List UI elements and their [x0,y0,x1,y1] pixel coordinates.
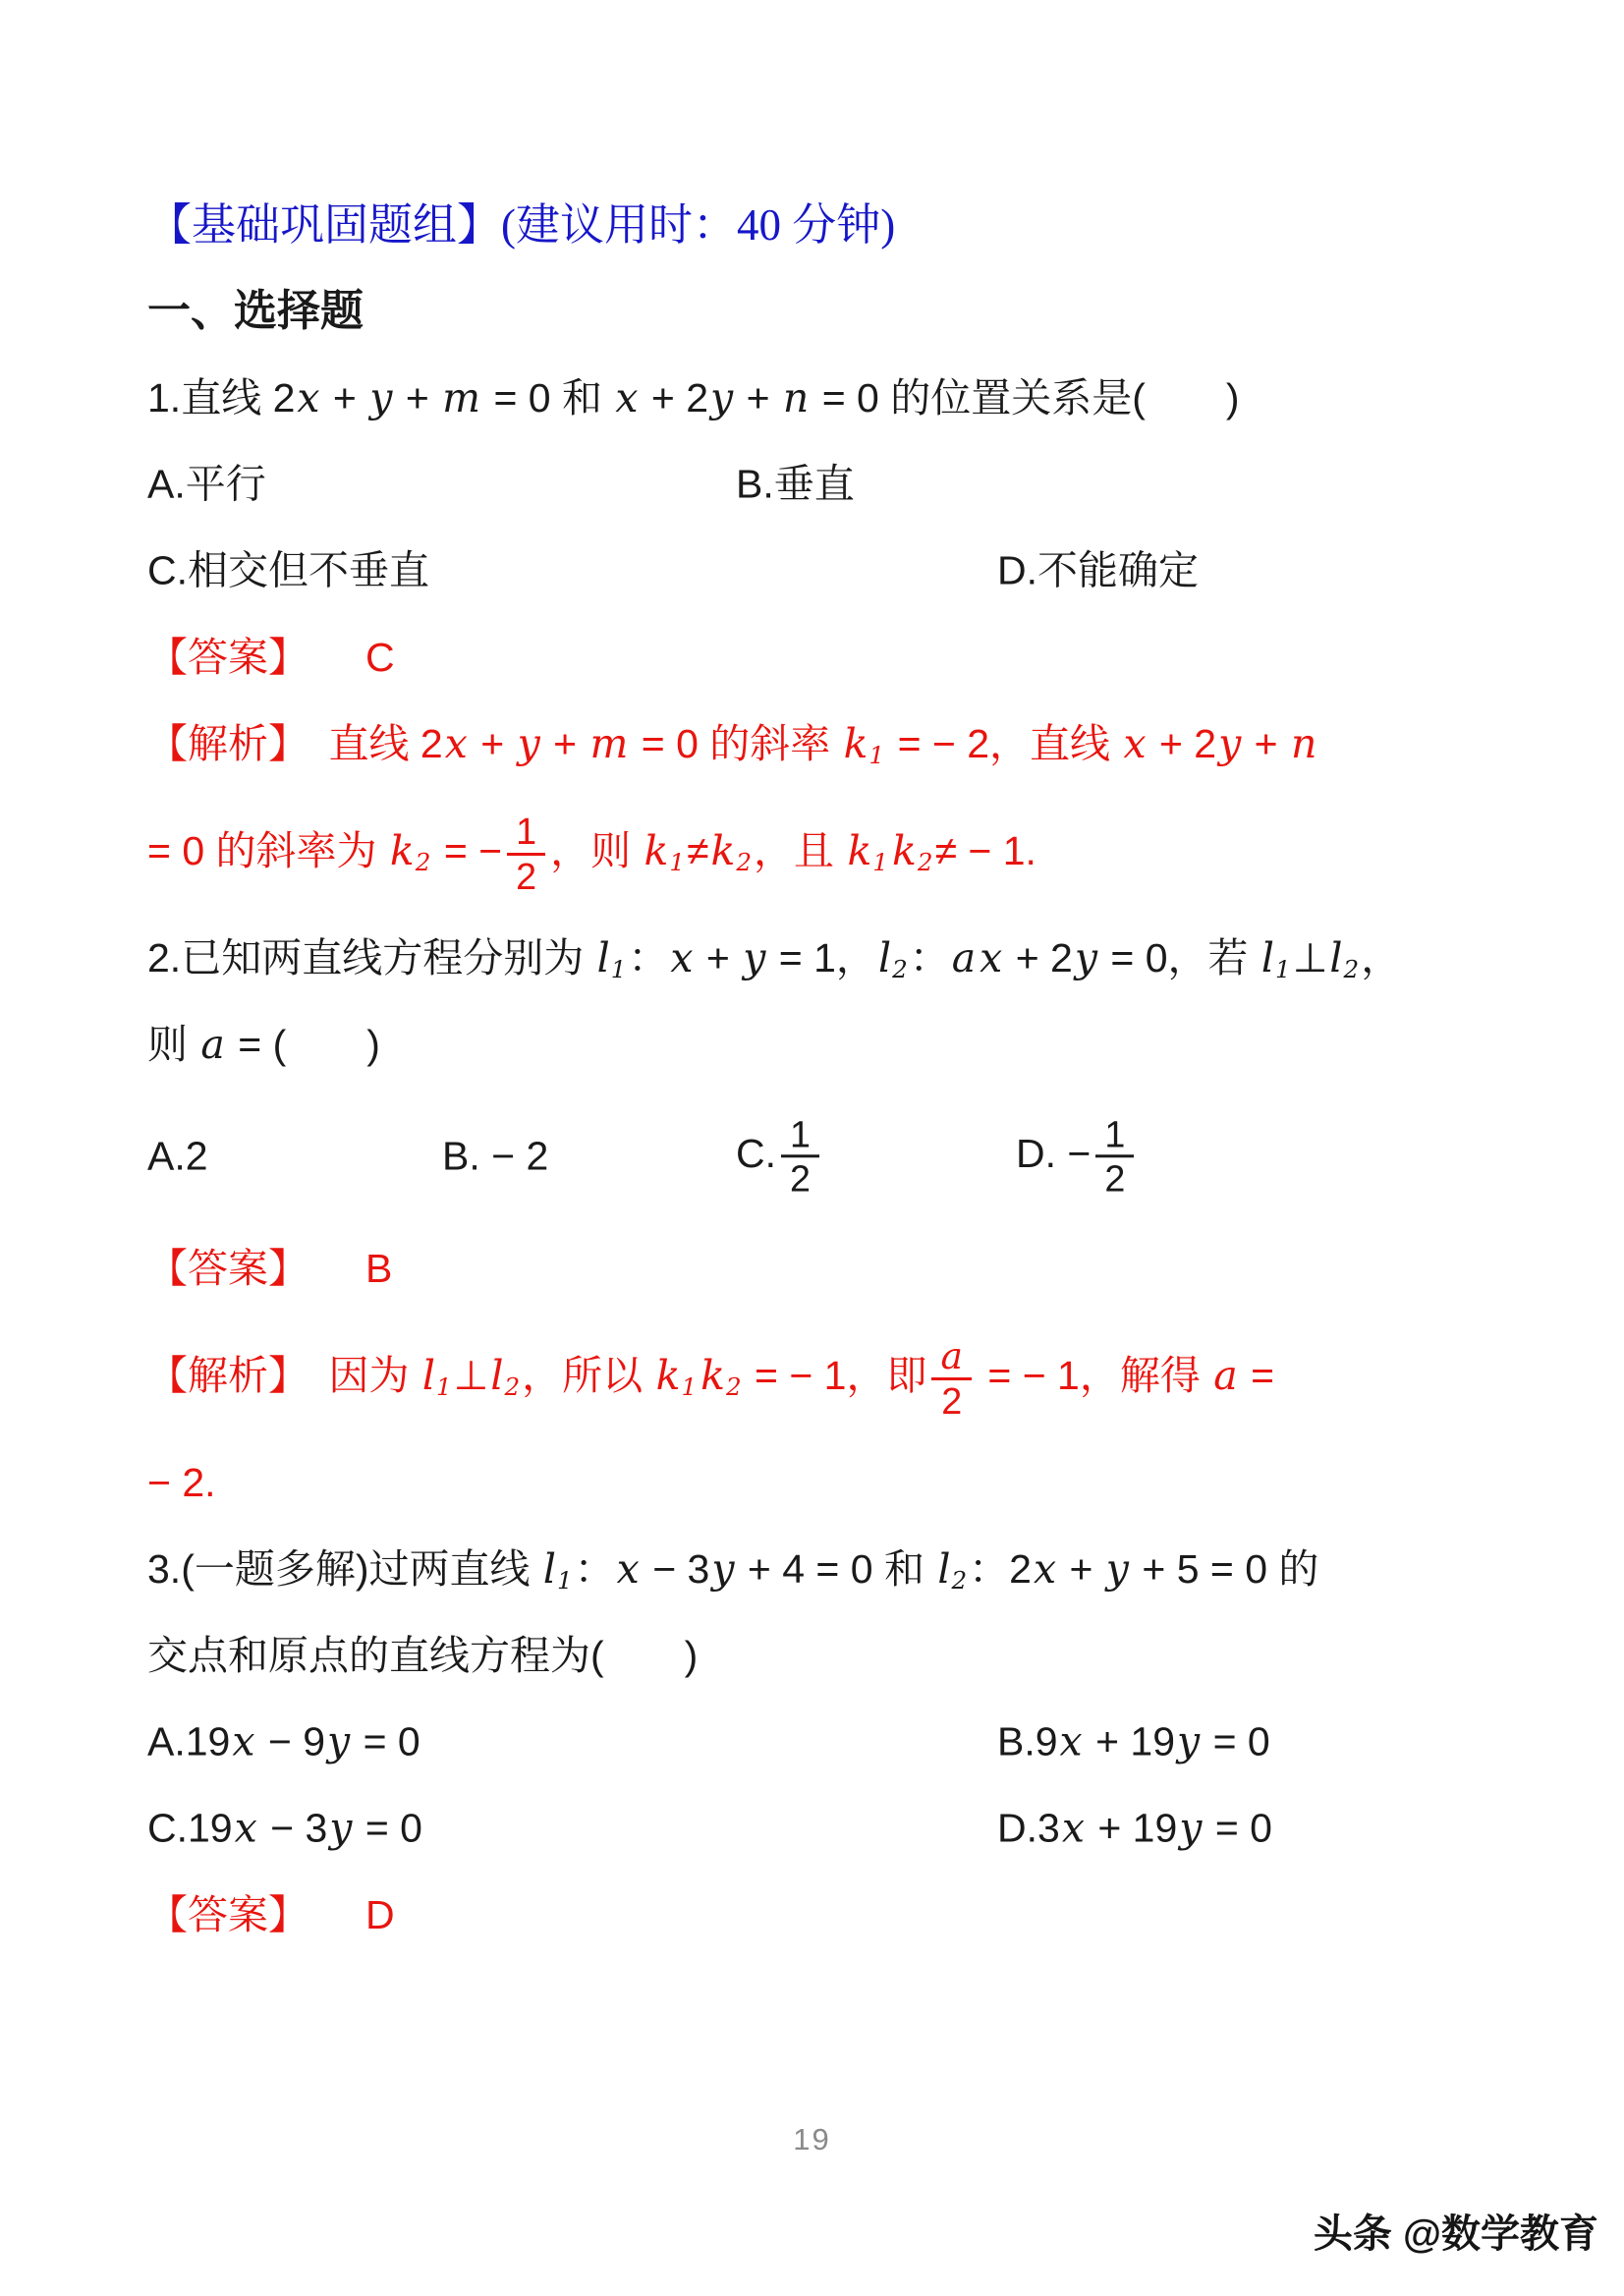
option-item [147,1131,208,1181]
text-segment: ： [628,935,669,980]
text-segment: + 2 [1004,935,1073,980]
fraction: $\frac{1}{2}$ [1095,1113,1134,1199]
text-segment: C.相交但不垂直 [147,547,429,593]
math-variable: x [1033,1545,1057,1593]
question-2-analysis-line-2 [147,1439,1542,1526]
text-segment: 【基础巩固题组】(建议用时：40 分钟) [147,200,896,250]
text-segment: B. − 2 [442,1133,549,1179]
text-segment: D. − [1016,1130,1092,1176]
text-segment: ≠ − 1. [934,828,1036,873]
option-item [736,459,855,509]
text-segment: + [695,935,742,980]
answer-value: C [365,635,395,680]
text-segment: = [1239,1353,1275,1398]
text-segment: A.2 [147,1133,208,1179]
question-1-analysis-line-2 [147,787,1542,915]
text-segment: = − [432,828,503,873]
text-segment: + [1058,1546,1104,1592]
text-segment: = 0 [352,1718,420,1764]
text-segment: = 0 [354,1805,422,1851]
math-variable: x [616,1545,640,1593]
question-3-options-row-1 [147,1699,1542,1785]
math-variable: $k_1$ [655,1352,698,1402]
text-segment: ⊥ [453,1353,489,1398]
math-variable: y [710,374,734,421]
text-segment: 【解析】 因为 [147,1353,420,1398]
question-1-options-row-1 [147,441,1542,528]
text-segment: + 4 = 0 和 [736,1546,936,1592]
text-segment: = 1， [767,935,876,980]
text-segment: D.不能确定 [997,547,1199,593]
math-variable: x [1061,1804,1085,1852]
text-segment: − 3 [258,1805,328,1851]
text-segment: + [735,375,781,420]
text-segment: − 2. [147,1460,216,1505]
math-variable: x [444,720,468,767]
option-item [147,1803,422,1853]
question-1-answer [147,614,1542,700]
text-segment: ≠ [687,828,709,873]
text-segment: C. [736,1130,776,1176]
text-segment: + 19 [1084,1718,1176,1764]
math-variable: $k_1$ [644,827,686,877]
fraction: $\frac{1}{2}$ [781,1113,819,1199]
math-variable: m [589,720,629,767]
option-item [736,1113,824,1199]
text-segment: ： [909,935,950,980]
math-variable: y [1218,720,1242,767]
math-variable: $l_1$ [542,1545,573,1596]
text-segment: = 0 和 [482,375,614,420]
text-segment: + 2 [1148,721,1217,766]
fraction: $\frac{1}{2}$ [507,811,545,896]
math-variable: $k_2$ [389,827,431,877]
math-variable: x [615,374,639,421]
option-item [997,545,1199,595]
text-segment: = 0 的位置关系是( ) [811,375,1240,420]
math-variable: n [1291,720,1317,767]
option-item [442,1131,548,1181]
math-variable: $k_1$ [847,827,888,877]
math-variable: $k_2$ [700,1352,742,1402]
math-variable: a [200,1021,225,1068]
question-1-stem [147,355,1542,441]
math-variable: $l_1$ [421,1352,452,1402]
text-segment: ，且 [754,828,846,873]
text-segment: ， [1361,935,1402,980]
answer-label: 【答案】 [147,635,308,680]
math-variable: y [517,720,540,767]
text-segment: D.3 [997,1805,1060,1851]
text-segment: + [394,375,441,420]
fraction: $\frac{a}{2}$ [931,1335,972,1421]
text-segment: − 3 [641,1546,710,1592]
question-3-stem-line-1 [147,1526,1542,1612]
answer-label: 【答案】 [147,1892,308,1937]
math-variable: y [329,1804,353,1852]
text-segment: 则 [147,1022,199,1067]
math-variable: y [1105,1545,1129,1593]
math-variable: $l_2$ [877,934,908,984]
section-title [147,268,1542,355]
text-segment: 交点和原点的直线方程为( ) [147,1633,699,1678]
math-variable: y [711,1545,735,1593]
text-segment: = 0 的斜率 [630,721,842,766]
text-segment: + [321,375,368,420]
math-variable: $l_2$ [490,1352,521,1402]
text-segment: = ( ) [226,1022,380,1067]
math-variable: x [234,1804,257,1852]
watermark: 头条 @数学教育 [1313,2212,1598,2256]
text-segment: + [1243,721,1290,766]
math-variable: a [1213,1352,1238,1399]
text-segment: 1.直线 2 [147,375,296,420]
text-segment: + 19 [1086,1805,1178,1851]
text-segment: B.9 [997,1718,1058,1764]
math-variable: x [670,934,694,981]
math-variable: $l_1$ [596,934,627,984]
answer-value: D [365,1892,395,1937]
option-item [147,459,266,509]
question-1-analysis-line-1 [147,700,1542,787]
text-segment: + [541,721,588,766]
math-variable: x [232,1717,255,1765]
math-variable: y [1074,934,1097,981]
page-number: 19 [793,2122,831,2156]
text-segment: ，所以 [522,1353,654,1398]
math-variable: y [743,934,766,981]
text-segment: = 0，若 [1099,935,1260,980]
text-segment: 3.(一题多解)过两直线 [147,1546,541,1592]
text-segment: = − 1，解得 [976,1353,1212,1398]
math-variable: x [297,374,320,421]
math-variable: $l_1$ [1260,934,1291,984]
math-variable: n [782,374,810,421]
question-2-stem-line-1 [147,915,1542,1001]
math-variable: $k_1$ [843,720,885,770]
math-variable: x [1123,720,1147,767]
text-segment: = 0 [1204,1805,1272,1851]
text-segment: A.19 [147,1718,231,1764]
option-item [1016,1113,1139,1199]
math-variable: $k_2$ [891,827,933,877]
text-segment: = 0 [1202,1718,1270,1764]
question-3-options-row-2 [147,1785,1542,1872]
text-segment: ⊥ [1292,935,1328,980]
text-segment: 一、选择题 [147,287,364,335]
question-2-stem-line-2 [147,1001,1542,1088]
option-item [997,1803,1272,1853]
text-segment: C.19 [147,1805,233,1851]
question-2-analysis-line-1 [147,1312,1542,1439]
math-variable: x [980,934,1003,981]
text-segment: ： [574,1546,615,1592]
question-2-options-row [147,1088,1542,1225]
answer-label: 【答案】 [147,1246,308,1291]
math-variable: $l_2$ [937,1545,968,1596]
math-variable: x [1059,1717,1083,1765]
option-item [147,1716,420,1766]
math-variable: y [369,374,393,421]
text-segment: = − 1，即 [743,1353,927,1398]
math-variable: y [1177,1717,1201,1765]
text-segment: = 0 的斜率为 [147,828,388,873]
math-variable: y [1179,1804,1203,1852]
question-2-answer [147,1225,1542,1312]
text-segment: 2.已知两直线方程分别为 [147,935,595,980]
text-segment: + 5 = 0 的 [1130,1546,1319,1592]
text-segment: ，则 [550,828,643,873]
option-item [997,1716,1270,1766]
group-header [147,182,1542,268]
math-variable: $l_2$ [1329,934,1360,984]
question-3-answer [147,1872,1542,1958]
text-segment: B.垂直 [736,461,855,507]
question-3-stem-line-2 [147,1612,1542,1699]
math-variable: y [327,1717,351,1765]
text-segment: + 2 [640,375,709,420]
text-segment: − 9 [256,1718,325,1764]
answer-value: B [365,1246,393,1291]
worksheet-content [147,182,1542,1958]
question-1-options-row-2 [147,528,1542,614]
text-segment: + [469,721,516,766]
math-variable: a [951,934,977,981]
text-segment: = − 2，直线 [886,721,1122,766]
math-variable: m [442,374,481,421]
text-segment: 【解析】 直线 2 [147,721,443,766]
option-item [147,545,429,595]
text-segment: A.平行 [147,461,266,507]
text-segment: ：2 [969,1546,1032,1592]
math-variable: $k_2$ [710,827,753,877]
